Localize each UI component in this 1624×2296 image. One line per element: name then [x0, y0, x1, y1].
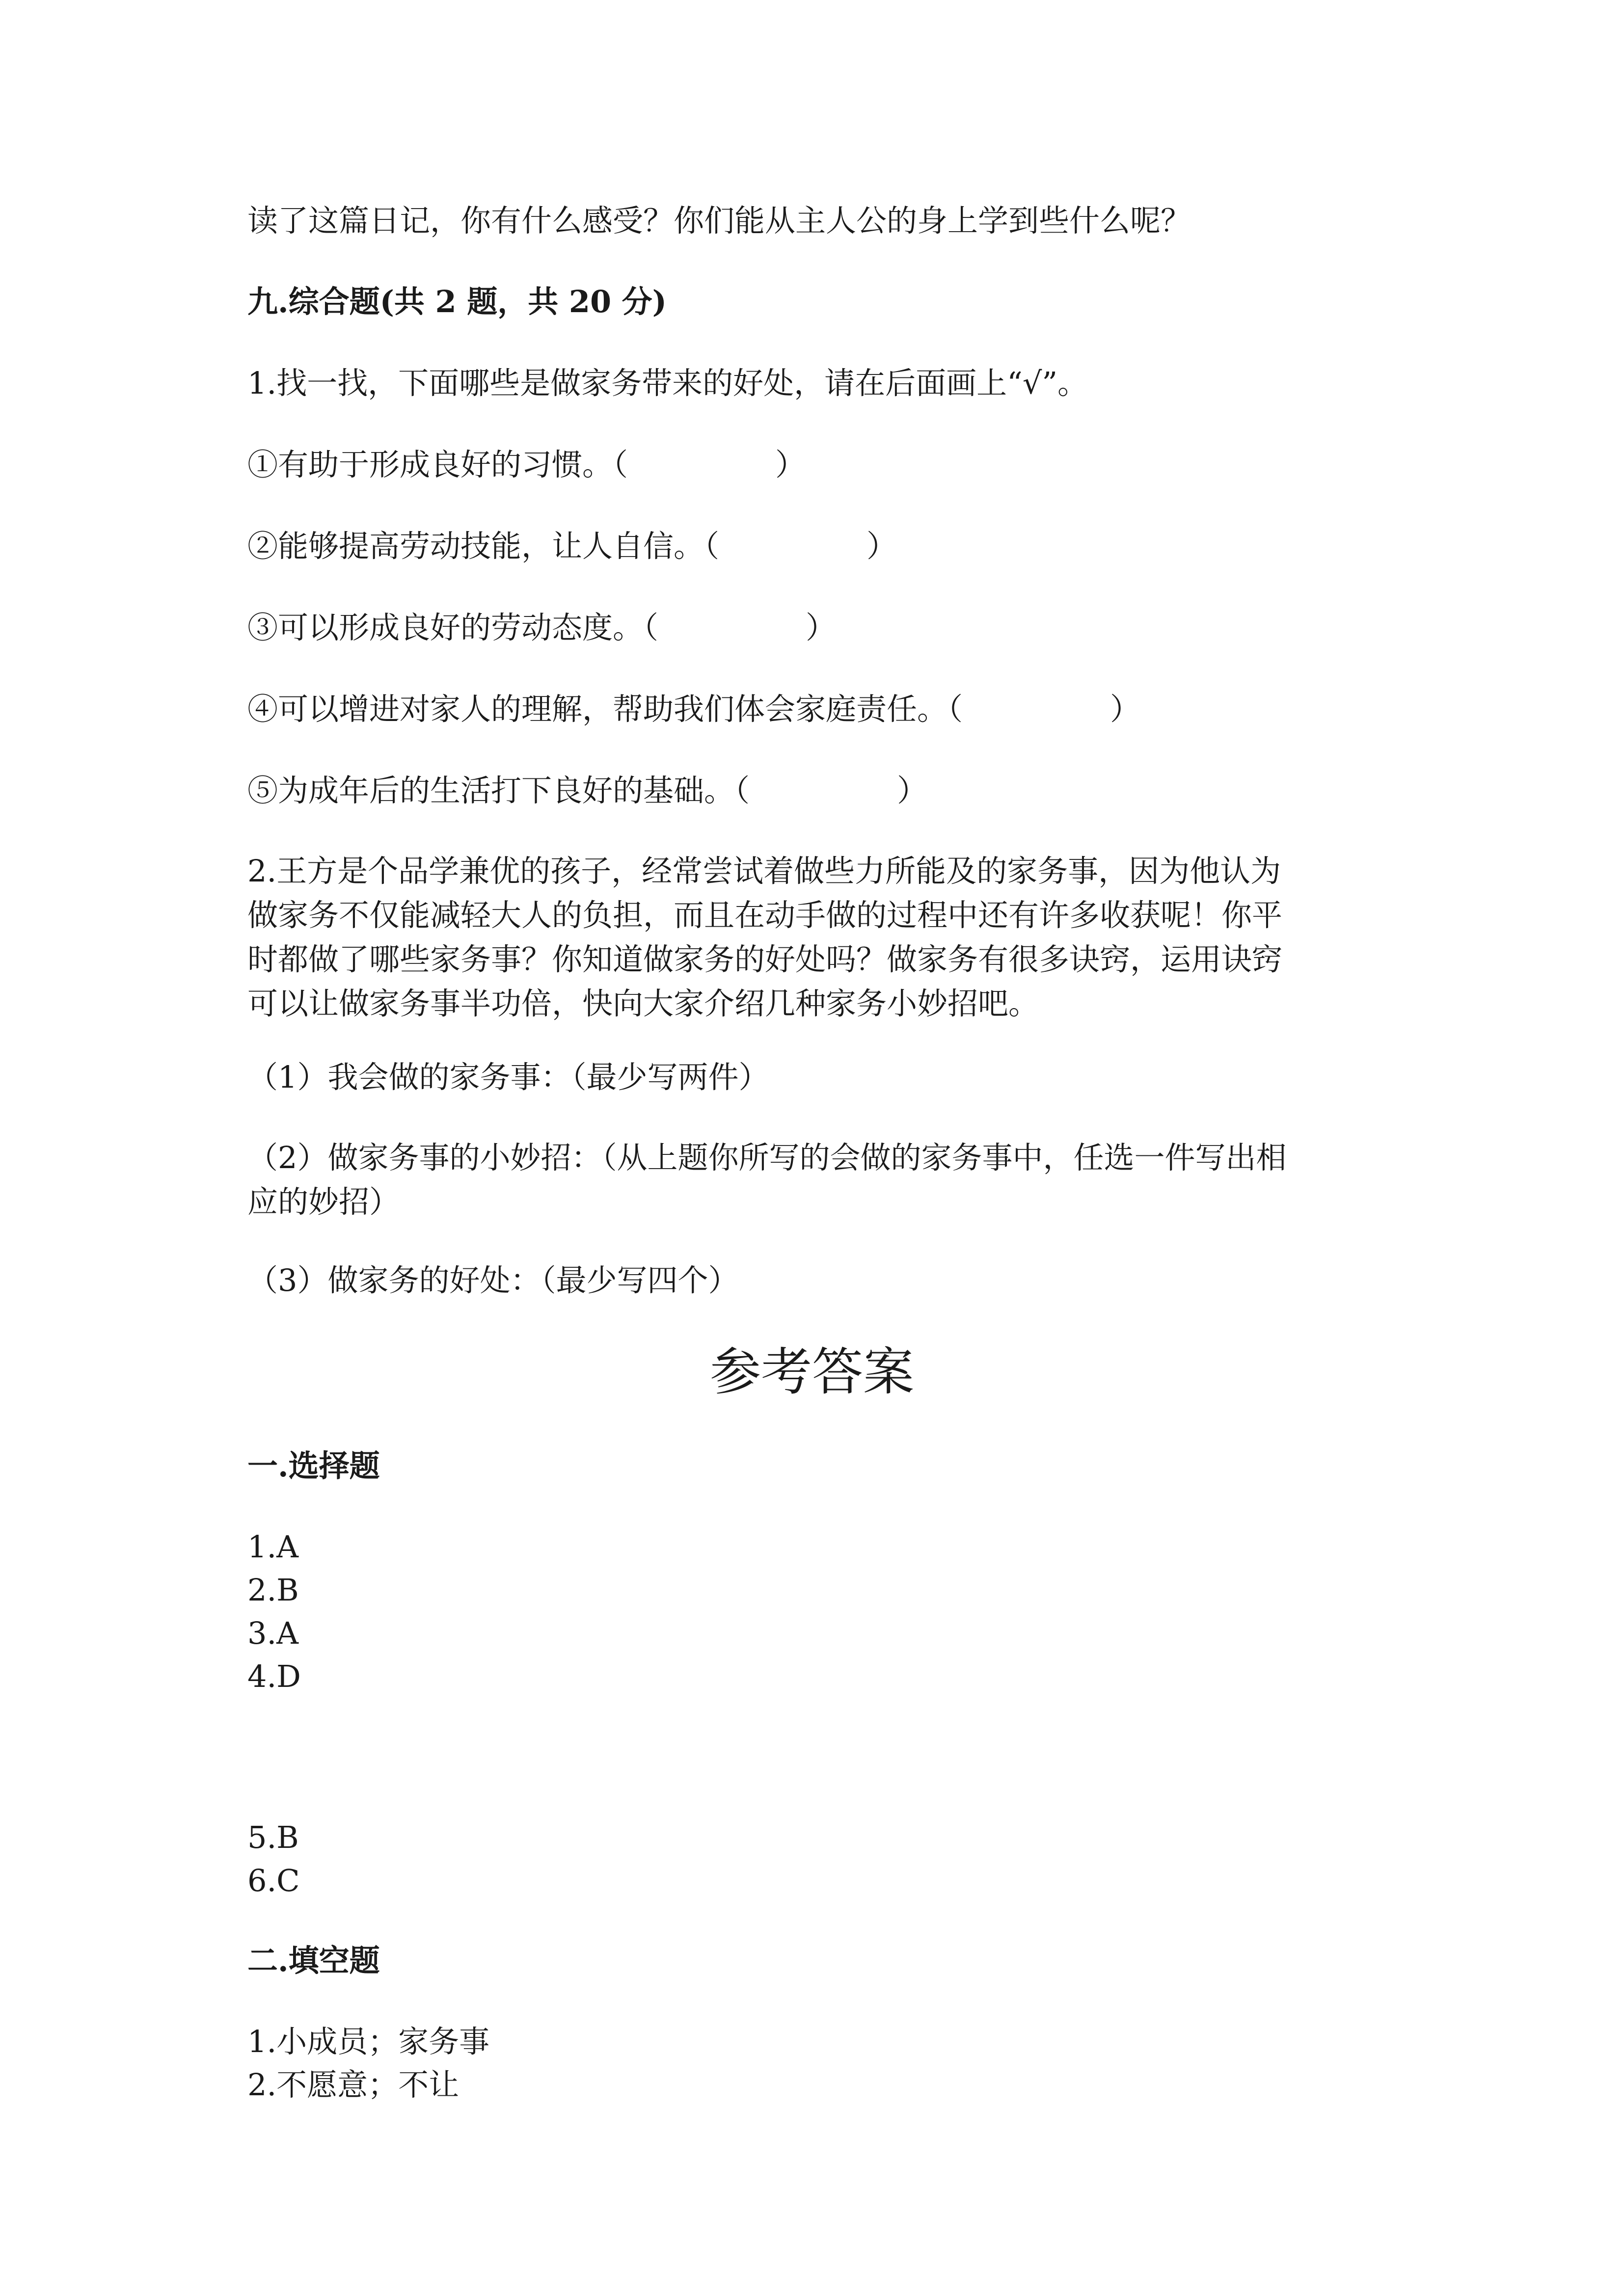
q2-sub1: （1）我会做的家务事：（最少写两件） [247, 1059, 769, 1095]
answer-item: 1.小成员；家务事 [247, 2024, 490, 2059]
q1-item-2-text: ②能够提高劳动技能，让人自信。（ [247, 528, 720, 564]
q1-item-5 [247, 769, 927, 813]
answer-item: 4.D [247, 1658, 301, 1694]
diary-question: 读了这篇日记，你有什么感受？你们能从主人公的身上学到些什么呢？ [247, 203, 1191, 239]
q1-item-4 [247, 687, 1140, 731]
q1-item-2 [247, 524, 897, 568]
q2-line-1: 2.王方是个品学兼优的孩子，经常尝试着做些力所能及的家务事，因为他认为 [247, 853, 1281, 889]
q1-item-5-close: ） [897, 773, 928, 808]
q2-sub2-line-1: （2）做家务事的小妙招：（从上题你所写的会做的家务事中，任选一件写出相 [247, 1140, 1287, 1175]
q1-item-4-text: ④可以增进对家人的理解，帮助我们体会家庭责任。（ [247, 691, 963, 727]
q1-item-1-close: ） [775, 447, 806, 482]
q2-sub2 [247, 1136, 1386, 1224]
q2-sub2-line-2: 应的妙招） [247, 1184, 400, 1220]
answer-item: 2.不愿意；不让 [247, 2067, 460, 2103]
answer-item: 6.C [247, 1863, 300, 1898]
answer-item: 5.B [247, 1819, 299, 1855]
answers-section2-heading: 二.填空题 [247, 1943, 380, 1978]
q1-item-3-text: ③可以形成良好的劳动态度。（ [247, 610, 659, 645]
answers-title: 参考答案 [709, 1342, 914, 1402]
q2-line-4: 可以让做家务事半功倍，快向大家介绍几种家务小妙招吧。 [247, 986, 1039, 1021]
q1-item-1-text: ①有助于形成良好的习惯。（ [247, 447, 628, 482]
q2-line-2: 做家务不仅能减轻大人的负担，而且在动手做的过程中还有许多收获呢！你平 [247, 897, 1283, 933]
answers-section1-heading: 一.选择题 [247, 1448, 380, 1484]
section9-heading: 九.综合题(共 2 题，共 20 分) [247, 284, 667, 320]
q1-item-4-close: ） [1110, 691, 1141, 727]
q1-item-1 [247, 443, 806, 487]
q1-item-2-close: ） [866, 528, 897, 564]
q1-item-5-text: ⑤为成年后的生活打下良好的基础。（ [247, 773, 750, 808]
answer-item: 1.A [247, 1529, 298, 1565]
q2-line-3: 时都做了哪些家务事？你知道做家务的好处吗？做家务有很多诀窍，运用诀窍 [247, 941, 1283, 977]
q2-paragraph [247, 849, 1386, 1026]
q2-sub3: （3）做家务的好处：（最少写四个） [247, 1262, 739, 1298]
q1-item-3-close: ） [806, 610, 837, 645]
answer-item: 3.A [247, 1615, 298, 1651]
q1-item-3 [247, 606, 836, 650]
answer-item: 2.B [247, 1572, 299, 1608]
q1-prompt: 1.找一找，下面哪些是做家务带来的好处，请在后面画上“√”。 [247, 365, 1088, 401]
